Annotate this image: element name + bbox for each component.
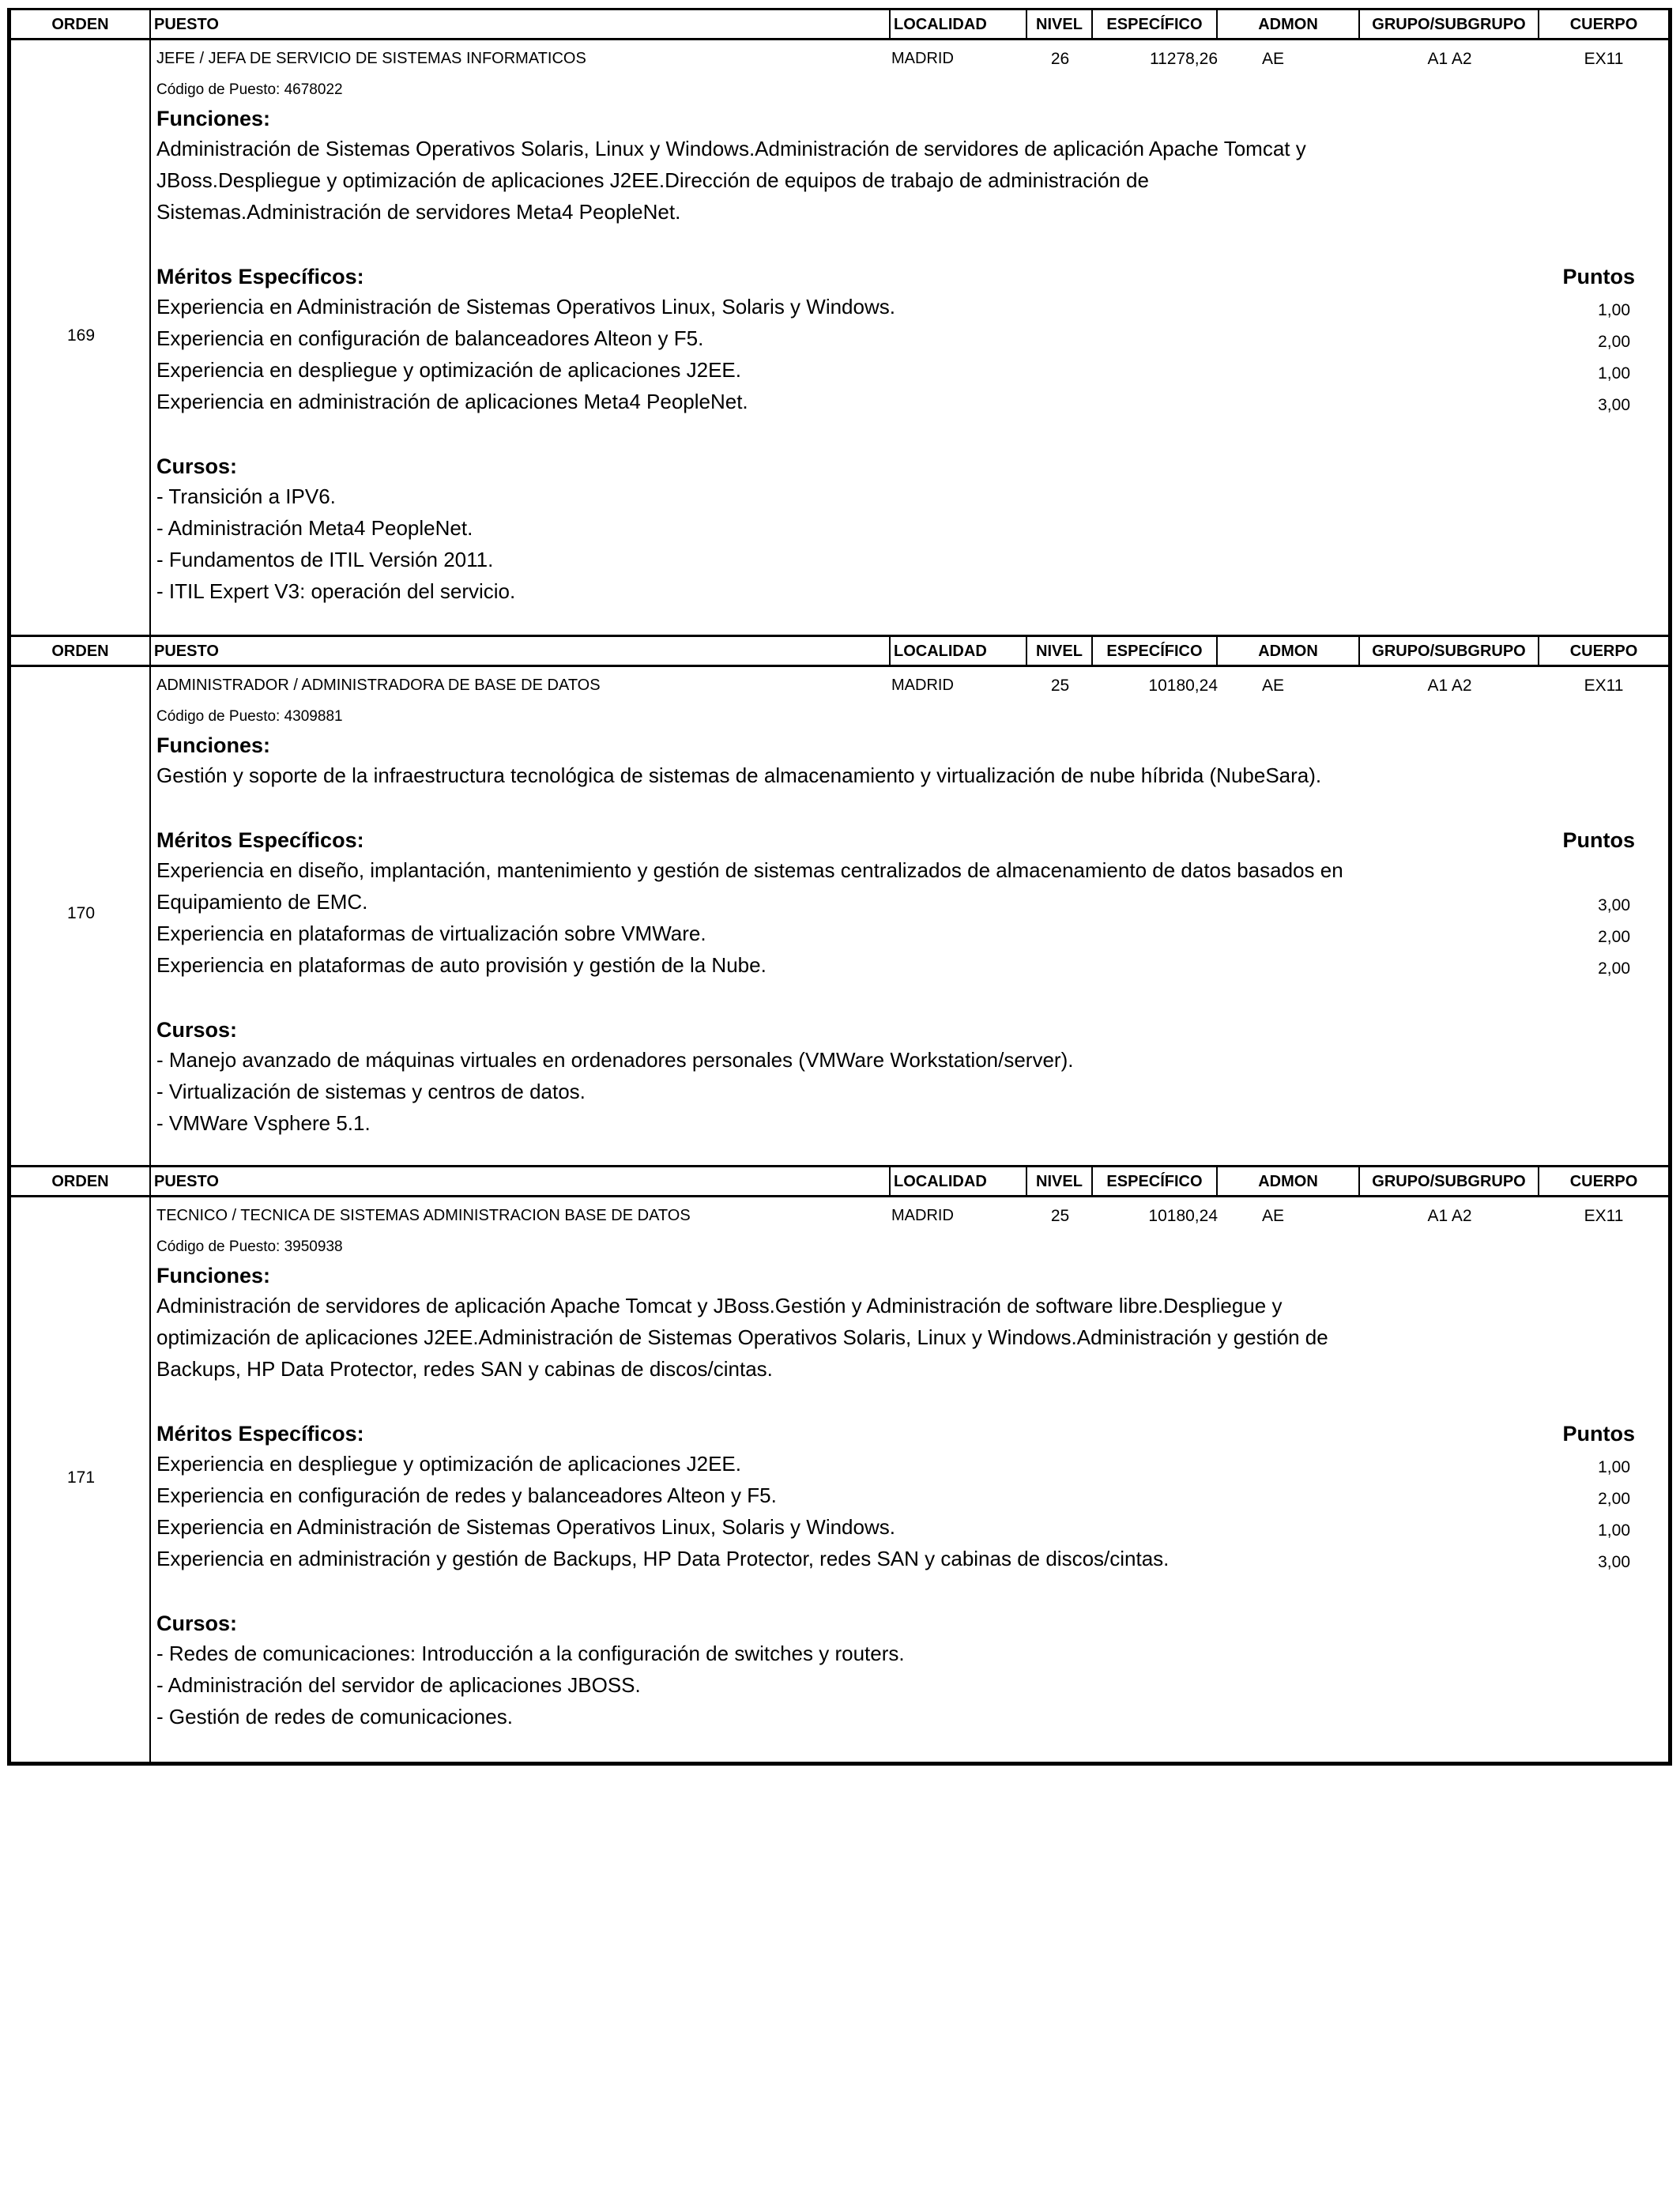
meritos-heading: Méritos Específicos:: [156, 1422, 364, 1446]
header-localidad: LOCALIDAD: [891, 10, 1027, 38]
curso-item: - Gestión de redes de comunicaciones.: [156, 1705, 513, 1728]
merito-puntos: 2,00: [1598, 333, 1630, 351]
orden-number: 171: [66, 1468, 96, 1487]
codigo-puesto: Código de Puesto: 3950938: [156, 1238, 343, 1255]
header-puesto: PUESTO: [151, 637, 891, 665]
header-row: [11, 637, 1668, 667]
codigo-puesto: Código de Puesto: 4309881: [156, 708, 343, 725]
position-body: [11, 40, 1668, 635]
position-block-171: [7, 1165, 1672, 1766]
header-nivel: NIVEL: [1027, 10, 1093, 38]
header-grupo: GRUPO/SUBGRUPO: [1360, 637, 1539, 665]
cuerpo-value: EX11: [1584, 677, 1624, 695]
puesto-title: ADMINISTRADOR / ADMINISTRADORA DE BASE DE DATOS: [156, 677, 601, 694]
header-admon: ADMON: [1218, 637, 1360, 665]
merito-puntos: 3,00: [1598, 1553, 1630, 1571]
funciones-heading: Funciones:: [156, 733, 271, 757]
header-orden: ORDEN: [11, 637, 151, 665]
orden-number: 170: [66, 904, 96, 922]
curso-item: - Administración Meta4 PeopleNet.: [156, 516, 473, 540]
header-cuerpo: CUERPO: [1569, 1173, 1638, 1190]
header-orden: ORDEN: [11, 10, 151, 38]
grupo-value: A1 A2: [1427, 1207, 1472, 1225]
cuerpo-value: EX11: [1584, 50, 1624, 68]
position-block-170: [7, 635, 1672, 1165]
merito-text: Experiencia en Administración de Sistemas Operativos Linux, Solaris y Windows.: [156, 295, 895, 319]
merito-puntos: 3,00: [1598, 396, 1630, 414]
nivel-value: 25: [1050, 677, 1070, 695]
header-nivel: NIVEL: [1027, 637, 1093, 665]
merito-puntos: 2,00: [1598, 928, 1630, 946]
header-row: [11, 10, 1668, 40]
curso-item: - VMWare Vsphere 5.1.: [156, 1111, 371, 1135]
especifico-value: [1093, 1207, 1218, 1226]
header-especifico: ESPECÍFICO: [1093, 10, 1218, 38]
merito-text: Experiencia en plataformas de auto provisión y gestión de la Nube.: [156, 953, 767, 977]
merito-text: Experiencia en diseño, implantación, mantenimiento y gestión de sistemas centralizados de almacenamiento de datos basados en: [156, 858, 1343, 882]
header-row: [11, 1167, 1668, 1197]
orden-column: [11, 667, 151, 1165]
curso-item: - Virtualización de sistemas y centros de datos.: [156, 1080, 586, 1103]
nivel-value: 25: [1050, 1207, 1070, 1225]
admon-value: AE: [1261, 677, 1284, 695]
merito-puntos: 1,00: [1598, 364, 1630, 383]
admon-value: AE: [1261, 50, 1284, 68]
funciones-line: Gestión y soporte de la infraestructura tecnológica de sistemas de almacenamiento y virtualización de nube híbrida (NubeSara).: [156, 763, 1322, 787]
merito-text: Experiencia en Administración de Sistemas Operativos Linux, Solaris y Windows.: [156, 1515, 895, 1539]
header-localidad: LOCALIDAD: [891, 637, 1027, 665]
header-admon: ADMON: [1218, 10, 1360, 38]
cuerpo-value: EX11: [1584, 1207, 1624, 1225]
merito-puntos: 1,00: [1598, 1458, 1630, 1476]
admon-value: AE: [1261, 1207, 1284, 1225]
merito-puntos: 1,00: [1598, 1521, 1630, 1540]
meritos-heading: Méritos Específicos:: [156, 265, 364, 288]
position-body: [11, 667, 1668, 1165]
meritos-heading: Méritos Específicos:: [156, 828, 364, 852]
curso-item: - Manejo avanzado de máquinas virtuales en ordenadores personales (VMWare Workstation/server).: [156, 1048, 1074, 1072]
especifico-value: [1093, 50, 1218, 69]
merito-text: Experiencia en plataformas de virtualización sobre VMWare.: [156, 922, 706, 945]
puntos-heading: Puntos: [1562, 265, 1635, 288]
especifico-value: [1093, 677, 1218, 696]
header-especifico: ESPECÍFICO: [1093, 637, 1218, 665]
merito-text: Experiencia en administración y gestión de Backups, HP Data Protector, redes SAN y cabinas de discos/cintas.: [156, 1547, 1170, 1570]
cursos-heading: Cursos:: [156, 454, 238, 478]
curso-item: - Redes de comunicaciones: Introducción a la configuración de switches y routers.: [156, 1642, 905, 1665]
merito-puntos: 2,00: [1598, 1490, 1630, 1508]
nivel-value: 26: [1050, 50, 1070, 68]
funciones-heading: Funciones:: [156, 107, 271, 130]
header-puesto: PUESTO: [151, 10, 891, 38]
header-cuerpo: CUERPO: [1569, 643, 1638, 660]
header-localidad: LOCALIDAD: [891, 1167, 1027, 1195]
puesto-title: TECNICO / TECNICA DE SISTEMAS ADMINISTRACION BASE DE DATOS: [156, 1207, 691, 1224]
merito-text: Experiencia en despliegue y optimización de aplicaciones J2EE.: [156, 358, 741, 382]
puntos-heading: Puntos: [1562, 828, 1635, 852]
header-grupo: GRUPO/SUBGRUPO: [1360, 10, 1539, 38]
merito-text: Experiencia en configuración de balanceadores Alteon y F5.: [156, 326, 704, 350]
merito-text: Equipamiento de EMC.: [156, 890, 368, 914]
header-especifico: ESPECÍFICO: [1093, 1167, 1218, 1195]
merito-text: Experiencia en despliegue y optimización de aplicaciones J2EE.: [156, 1452, 741, 1476]
localidad-value: MADRID: [891, 677, 954, 694]
curso-item: - ITIL Expert V3: operación del servicio.: [156, 579, 516, 603]
header-nivel: NIVEL: [1027, 1167, 1093, 1195]
header-cuerpo: CUERPO: [1569, 16, 1638, 33]
funciones-line: Administración de servidores de aplicación Apache Tomcat y JBoss.Gestión y Administración de software libre.Despliegue y: [156, 1294, 1283, 1318]
especifico-text: 11278,26: [1149, 50, 1218, 68]
especifico-text: 10180,24: [1148, 677, 1218, 695]
merito-puntos: 2,00: [1598, 959, 1630, 978]
puesto-title: JEFE / JEFA DE SERVICIO DE SISTEMAS INFORMATICOS: [156, 50, 586, 67]
funciones-line: Sistemas.Administración de servidores Meta4 PeopleNet.: [156, 200, 681, 224]
merito-puntos: 3,00: [1598, 896, 1630, 914]
grupo-value: A1 A2: [1427, 50, 1472, 68]
funciones-line: JBoss.Despliegue y optimización de aplicaciones J2EE.Dirección de equipos de trabajo de administración de: [156, 168, 1149, 192]
position-body: [11, 1197, 1668, 1762]
document: [7, 8, 1672, 1766]
grupo-value: A1 A2: [1427, 677, 1472, 695]
puntos-heading: Puntos: [1562, 1422, 1635, 1446]
funciones-line: Administración de Sistemas Operativos Solaris, Linux y Windows.Administración de servidores de aplicación Apache Tomcat y: [156, 137, 1306, 160]
header-admon: ADMON: [1218, 1167, 1360, 1195]
merito-text: Experiencia en configuración de redes y balanceadores Alteon y F5.: [156, 1483, 777, 1507]
cursos-heading: Cursos:: [156, 1612, 238, 1635]
merito-text: Experiencia en administración de aplicaciones Meta4 PeopleNet.: [156, 390, 748, 413]
header-grupo: GRUPO/SUBGRUPO: [1360, 1167, 1539, 1195]
orden-number: 169: [66, 326, 96, 345]
header-orden: ORDEN: [11, 1167, 151, 1195]
especifico-text: 10180,24: [1148, 1207, 1218, 1225]
localidad-value: MADRID: [891, 50, 954, 67]
localidad-value: MADRID: [891, 1207, 954, 1224]
merito-puntos: 1,00: [1598, 301, 1630, 319]
header-puesto: PUESTO: [151, 1167, 891, 1195]
codigo-puesto: Código de Puesto: 4678022: [156, 81, 343, 98]
funciones-line: optimización de aplicaciones J2EE.Administración de Sistemas Operativos Solaris, Linux y Windows.Administración y gestión de: [156, 1325, 1328, 1349]
curso-item: - Transición a IPV6.: [156, 484, 336, 508]
position-block-169: [7, 8, 1672, 635]
funciones-heading: Funciones:: [156, 1264, 271, 1287]
cursos-heading: Cursos:: [156, 1018, 238, 1042]
orden-column: [11, 1197, 151, 1762]
curso-item: - Administración del servidor de aplicaciones JBOSS.: [156, 1673, 641, 1697]
funciones-line: Backups, HP Data Protector, redes SAN y cabinas de discos/cintas.: [156, 1357, 773, 1381]
orden-column: [11, 40, 151, 635]
curso-item: - Fundamentos de ITIL Versión 2011.: [156, 548, 494, 571]
